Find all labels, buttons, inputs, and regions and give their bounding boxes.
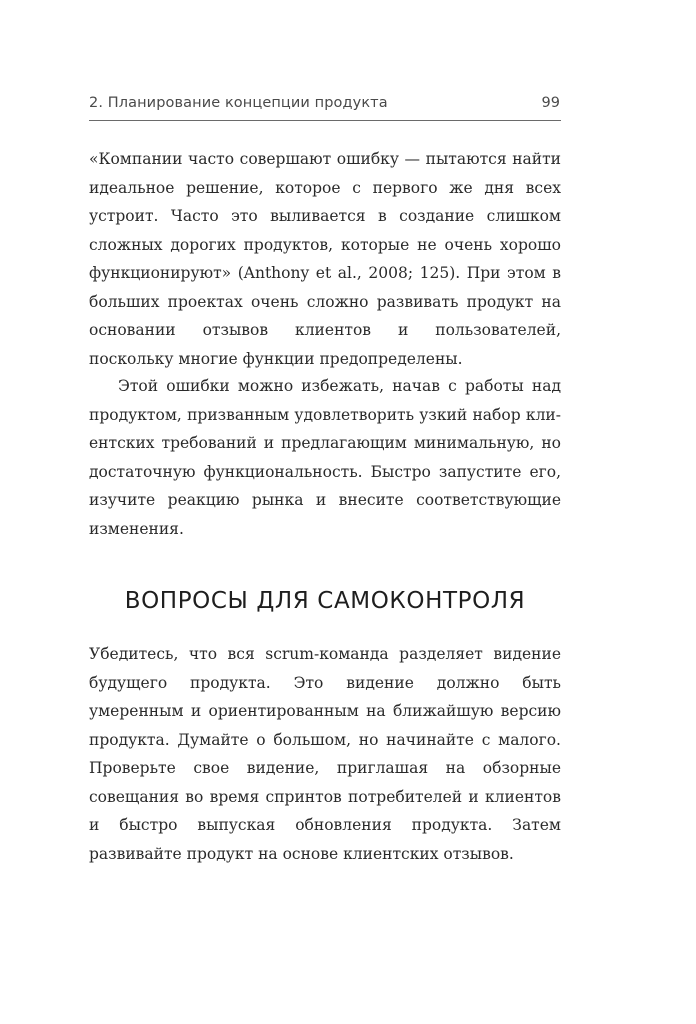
running-header [89,92,561,122]
paragraph-self-check: Убедитесь, что вся scrum-команда разделяет видение будущего продукта. Это видение должно быть умеренным и ориентированным на ближайшую версию продукта. Думайте о большом, но начинайте с малого. Проверьте свое видение, приглашая на обзорные совещания во время спринтов потребителей и клиентов и быстро выпуская обновления продукта. Затем развивайте продукт на основе клиентских отзывов. [89,645,561,863]
chapter-title: 2. Планирование концепции продукта [89,95,388,111]
paragraph-avoid-mistake: Этой ошибки можно избежать, начав с работы над продуктом, призванным удовлетворить узкий набор клиентских требований и предлагающим минимальную, но достаточную функциональность. Быстро запустите его, изучите реакцию рынка и внесите соответствующие изменения. [89,377,561,538]
paragraph-quote: «Компании часто совершают ошибку — пытаются найти идеальное решение, которое с первого же дня всех устроит. Часто это выливается в создание слишком сложных дорогих продуктов, которые не очень хорошо функционируют» (Anthony et al., 2008; 125). При этом в больших проектах очень сложно развивать продукт на основании отзывов клиентов и пользователей, поскольку многие функции предопределены. [89,150,561,368]
page-number: 99 [541,95,560,111]
section-heading: ВОПРОСЫ ДЛЯ САМОКОНТРОЛЯ [124,588,526,614]
header-divider [89,120,561,121]
